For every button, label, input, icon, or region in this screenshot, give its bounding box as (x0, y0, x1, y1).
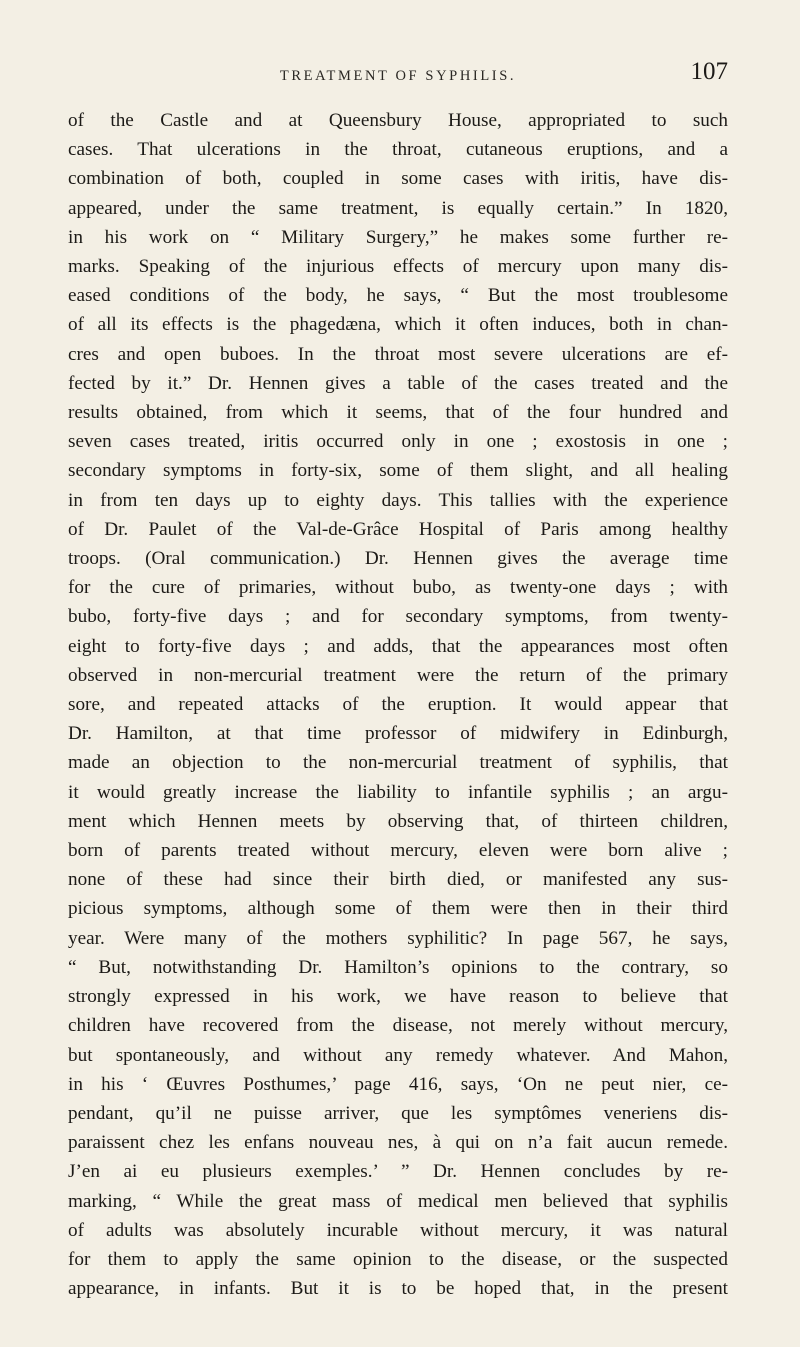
text-line: secondary symptoms in forty-six, some of them slight, and all healing (68, 460, 728, 482)
text-line: it would greatly increase the liability to infantile syphilis ; an argu- (68, 781, 728, 803)
text-line: in his work on “ Military Surgery,” he makes some further re- (68, 226, 728, 248)
text-line: bubo, forty-five days ; and for secondary symptoms, from twenty- (68, 606, 728, 628)
text-line: appearance, in infants. But it is to be hoped that, in the present (68, 1278, 728, 1300)
text-line: picious symptoms, although some of them were then in their third (68, 898, 728, 920)
text-line: ment which Hennen meets by observing that, of thirteen children, (68, 810, 728, 832)
text-line: children have recovered from the disease, not merely without mercury, (68, 1015, 728, 1037)
text-line: year. Were many of the mothers syphilitic? In page 567, he says, (68, 927, 728, 949)
text-line: J’en ai eu plusieurs exemples.’ ” Dr. Hennen concludes by re- (68, 1161, 728, 1183)
text-line: eased conditions of the body, he says, “ But the most troublesome (68, 285, 728, 307)
text-line: eight to forty-five days ; and adds, that the appearances most often (68, 635, 728, 657)
running-title: TREATMENT OF SYPHILIS. (279, 68, 517, 84)
text-line: appeared, under the same treatment, is equally certain.” In 1820, (68, 197, 728, 219)
running-head (68, 58, 728, 100)
text-line: of Dr. Paulet of the Val-de-Grâce Hospital of Paris among healthy (68, 518, 728, 540)
body-paragraph (68, 106, 728, 1303)
text-line: seven cases treated, iritis occurred only in one ; exostosis in one ; (68, 431, 728, 453)
text-line: cases. That ulcerations in the throat, cutaneous eruptions, and a (68, 139, 728, 161)
text-line: “ But, notwithstanding Dr. Hamilton’s opinions to the contrary, so (68, 956, 728, 978)
text-line: results obtained, from which it seems, that of the four hundred and (68, 402, 728, 424)
text-line: in his ‘ Œuvres Posthumes,’ page 416, says, ‘On ne peut nier, ce- (68, 1073, 728, 1095)
text-line: of all its effects is the phagedæna, which it often induces, both in chan- (68, 314, 728, 336)
text-line: fected by it.” Dr. Hennen gives a table of the cases treated and the (68, 372, 728, 394)
text-line: for them to apply the same opinion to the disease, or the suspected (68, 1248, 728, 1270)
text-line: sore, and repeated attacks of the eruption. It would appear that (68, 694, 728, 716)
text-line: for the cure of primaries, without bubo, as twenty-one days ; with (68, 577, 728, 599)
text-line: made an objection to the non-mercurial treatment of syphilis, that (68, 752, 728, 774)
text-line: observed in non-mercurial treatment were the return of the primary (68, 664, 728, 686)
text-line: paraissent chez les enfans nouveau nes, à qui on n’a fait aucun remede. (68, 1132, 728, 1154)
text-line: marks. Speaking of the injurious effects of mercury upon many dis- (68, 256, 728, 278)
text-line: pendant, qu’il ne puisse arriver, que les symptômes veneriens dis- (68, 1102, 728, 1124)
text-line: Dr. Hamilton, at that time professor of midwifery in Edinburgh, (68, 723, 728, 745)
text-line: combination of both, coupled in some cases with iritis, have dis- (68, 168, 728, 190)
text-line: marking, “ While the great mass of medical men believed that syphilis (68, 1190, 728, 1212)
text-line: born of parents treated without mercury, eleven were born alive ; (68, 840, 728, 862)
text-line: but spontaneously, and without any remedy whatever. And Mahon, (68, 1044, 728, 1066)
text-line: none of these had since their birth died, or manifested any sus- (68, 869, 728, 891)
text-line: of adults was absolutely incurable without mercury, it was natural (68, 1219, 728, 1241)
text-line: strongly expressed in his work, we have reason to believe that (68, 986, 728, 1008)
text-line: troops. (Oral communication.) Dr. Hennen gives the average time (68, 548, 728, 570)
page-number: 107 (690, 58, 728, 85)
text-line: of the Castle and at Queensbury House, appropriated to such (68, 110, 728, 131)
text-line: in from ten days up to eighty days. This tallies with the experience (68, 489, 728, 511)
text-line: cres and open buboes. In the throat most severe ulcerations are ef- (68, 343, 728, 365)
